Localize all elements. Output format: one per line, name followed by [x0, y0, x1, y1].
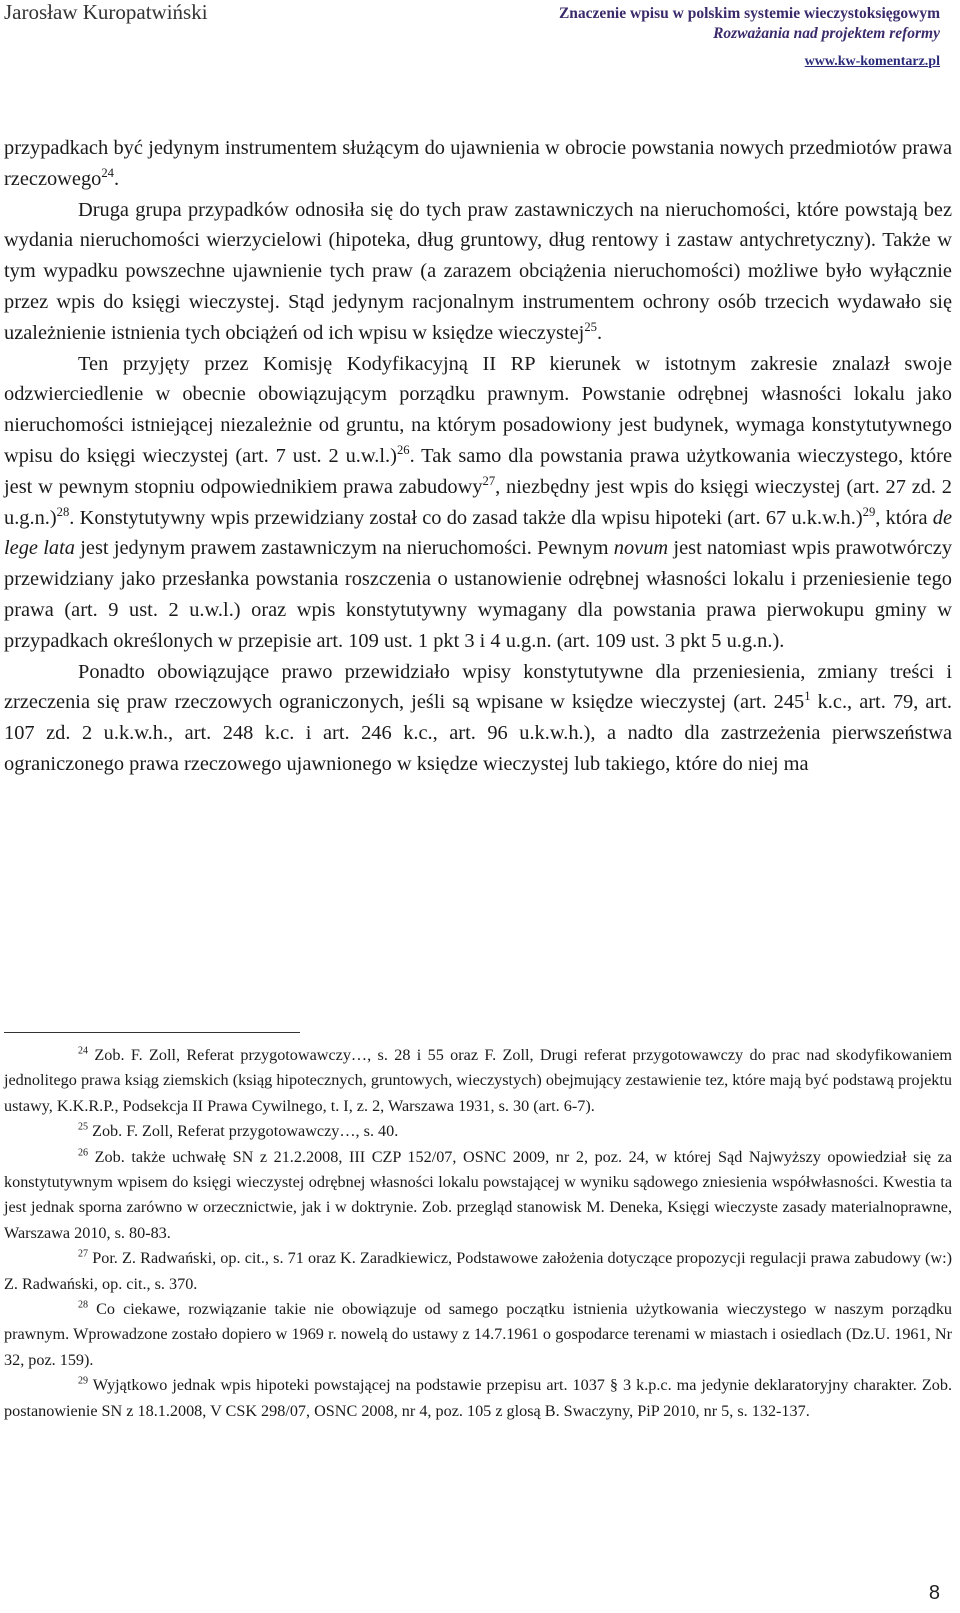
paragraph-3: Ten przyjęty przez Komisję Kodyfikacyjną II RP kierunek w istotnym zakresie znalazł swoje odzwierciedlenie w obecnie obowiązującym porządku prawnym. Powstanie odrębnej własności lokalu jako nieruchomości istniejącej niezależnie od gruntu, na którym posadowiony jest budynek, wymaga konstytutywnego wpisu do księgi wieczystej (art. 7 ust. 2 u.w.l.)$^{26}$. Tak samo dla powstania prawa użytkowania wieczystego, które jest w pewnym stopniu odpowiednikiem prawa zabudowy$^{27}$, niezbędny jest wpis do księgi wieczystej (art. 27 zd. 2 u.g.n.)$^{28}$. Konstytutywny wpis przewidziany został co do zasad także dla wpisu hipoteki (art. 67 u.k.w.h.)$^{29}$, która de lege lata jest jedynym prawem zastawniczym na nieruchomości. Pewnym novum jest natomiast wpis prawotwórczy przewidziany jako przesłanka powstania roszczenia o ustanowienie odrębnej własności lokalu i przeniesienie tego prawa (art. 9 ust. 2 u.w.l.) oraz wpis konstytutywny wymagany dla powstania prawa pierwokupu gminy w przypadkach określonych w przepisie art. 109 ust. 1 pkt 3 i 4 u.g.n. (art. 109 ust. 3 pkt 5 u.g.n.). — [4, 352, 953, 652]
footnote-25: $^{25}$ Zob. F. Zoll, Referat przygotowawczy…, s. 40. — [78, 1121, 399, 1141]
header-title: Znaczenie wpisu w polskim systemie wieczystoksięgowym — [558, 5, 940, 22]
paragraph-4: Ponadto obowiązujące prawo przewidziało wpisy konstytutywne dla przeniesienia, zmiany treści i zrzeczenia się praw rzeczowych ograniczonych, jeśli są wpisane w księdze wieczystej (art. $245^1$ k.c., art. 79, art. 107 zd. 2 u.k.w.h., art. 248 k.c. i art. 246 k.c., art. 96 u.k.w.h.), a nadto dla zastrzeżenia pierwszeństwa ograniczonego prawa rzeczowego ujawnionego w księdze wieczystej lub takiego, które do niej ma — [4, 660, 952, 775]
superscript-1: 1 — [804, 689, 811, 704]
footnote-28: $^{28}$ Co ciekawe, rozwiązanie takie nie obowiązuje od samego początku istnienia użytkowania wieczystego w naszym porządku prawnym. Wprowadzone zostało dopiero w 1969 r. nowelą do ustawy z 14.7.1961 o gospodarce terenami w miastach i osiedlach (Dz.U. 1961, Nr 32, poz. 159). — [4, 1299, 953, 1369]
footnote-26: $^{26}$ Zob. także uchwałę SN z 21.2.2008, III CZP 152/07, OSNC 2009, nr 2, poz. 24, w której Sąd Najwyższy opowiedział się za konstytutywnym wpisem do księgi wieczystej odrębnej własności lokalu powstającej w wyniku sądowego zniesienia współwłasności. Kwestia ta jest jednak sporna zarówno w orzecznictwie, jak i w doktrynie. Zob. przegląd stanowisk M. Deneka, Księgi wieczyste zasady materialnoprawne, Warszawa 2010, s. 80-83. — [4, 1147, 953, 1242]
page-number: 8 — [928, 1582, 940, 1604]
paragraph-1: przypadkach być jedynym instrumentem służącym do ujawnienia w obrocie powstania nowych przedmiotów prawa rzeczowego$^{24}$. — [4, 137, 952, 190]
footnote-ref-26[interactable]: 26 — [396, 443, 410, 458]
footnote-ref-27[interactable]: 27 — [482, 473, 496, 488]
header-subtitle: Rozważania nad projektem reformy — [713, 25, 940, 42]
header-author: Jarosław Kuropatwiński — [4, 0, 208, 24]
footnote-29: $^{29}$ Wyjątkowo jednak wpis hipoteki powstającej na podstawie przepisu art. 1037 § 3 k.p.c. ma jedynie deklaratoryjny charakter. Zob. postanowienie SN z 18.1.2008, V CSK 298/07, OSNC 2008, nr 4, poz. 105 z glosą B. Swaczyny, PiP 2010, nr 5, s. 132-137. — [4, 1375, 952, 1420]
footnote-24: $^{24}$ Zob. F. Zoll, Referat przygotowawczy…, s. 28 i 55 oraz F. Zoll, Drugi referat przygotowawczy do prac nad skodyfikowaniem jednolitego prawa ksiąg ziemskich (ksiąg hipotecznych, gruntowych, wieczystych) obejmujący zestawienie tez, które mają być podstawą projektu ustawy, K.K.R.P., Podsekcja II Prawa Cywilnego, t. I, z. 2, Warszawa 1931, s. 30 (art. 6-7). — [4, 1045, 952, 1115]
paragraph-2: Druga grupa przypadków odnosiła się do tych praw zastawniczych na nieruchomości, które powstają bez wydania nieruchomości wierzycielowi (hipoteka, dług gruntowy, dług rentowy i zastaw antychretyczny). Także w tym wypadku powszechne ujawnienie tych praw (a zarazem obciążenia nieruchomości) możliwe było wyłącznie przez wpis do księgi wieczystej. Stąd jedynym racjonalnym instrumentem ochrony osób trzecich wydawało się uzależnienie istnienia tych obciążeń od ich wpisu w księdze wieczystej$^{25}$. — [4, 198, 952, 344]
header-title-block — [559, 4, 940, 44]
header-website-link[interactable]: www.kw-komentarz.pl — [804, 54, 940, 69]
footnote-ref-25[interactable]: 25 — [584, 319, 597, 334]
footnote-27: $^{27}$ Por. Z. Radwański, op. cit., s. 71 oraz K. Zaradkiewicz, Podstawowe założenia dotyczące propozycji regulacji prawa zabudowy (w:) Z. Radwański, op. cit., s. 370. — [4, 1248, 953, 1293]
footnote-divider — [4, 1032, 300, 1033]
footnotes — [4, 1043, 952, 1424]
footnote-ref-24[interactable]: 24 — [101, 166, 114, 180]
footnote-ref-29[interactable]: 29 — [862, 504, 876, 519]
main-text — [4, 133, 952, 780]
footnote-ref-28[interactable]: 28 — [56, 504, 70, 519]
